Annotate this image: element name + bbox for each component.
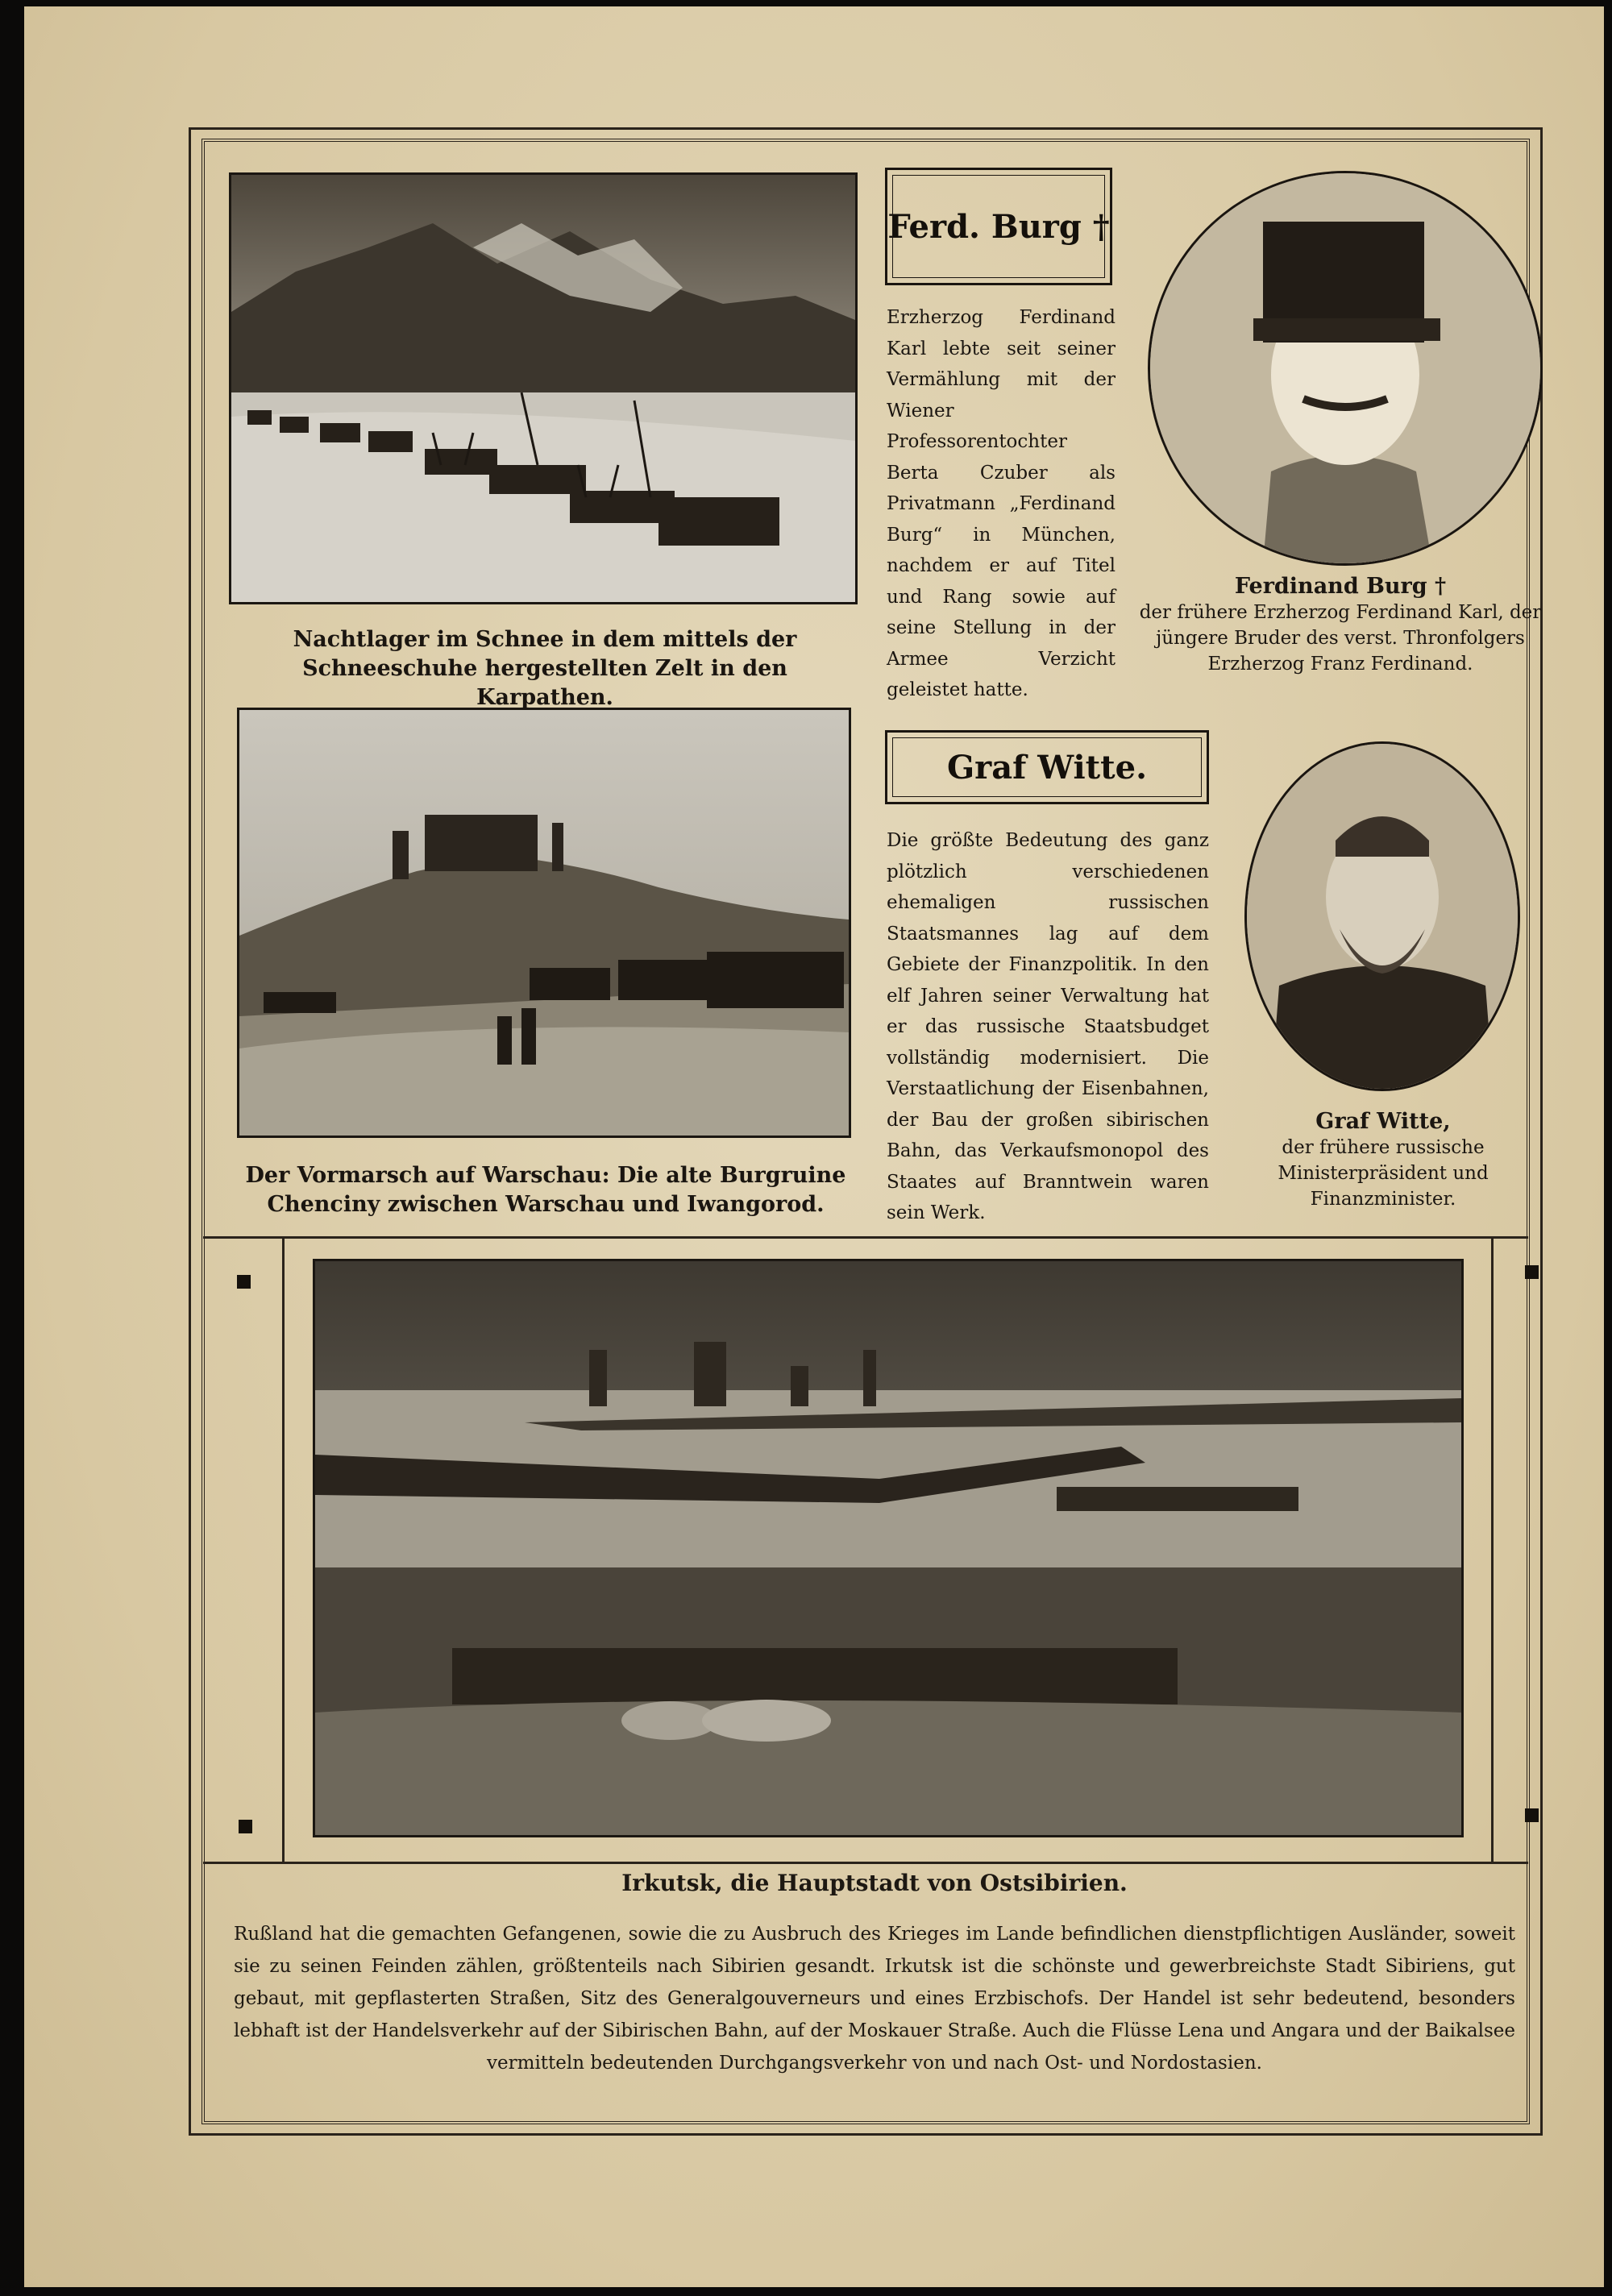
corner-square-icon — [1525, 1808, 1539, 1822]
witte-title-box — [885, 730, 1209, 804]
section-divider-top — [203, 1236, 1528, 1239]
ferdinand-burg-portrait — [1148, 171, 1543, 566]
burg-title: Ferd. Burg † — [887, 207, 1110, 246]
burg-portrait-description: der frühere Erzherzog Ferdinand Karl, der jüngere Bruder des verst. Thronfolgers Erzherzog Franz Ferdinand. — [1139, 602, 1542, 675]
burg-portrait-name: Ferdinand Burg † — [1234, 574, 1447, 599]
irkutsk-article-text: Rußland hat die gemachten Gefangenen, sowie die zu Ausbruch des Krieges im Lande befindlichen dienstpflichtigen Ausländer, soweit sie zu seinen Feinden zählen, größtenteils nach Sibirien gesandt. Irkutsk ist die schönste und gewerbreichste Stadt Sibiriens, gut gebaut, mit gepflasterten Straßen, Sitz des Generalgouverneurs und eines Erzbischofs. Der Handel ist sehr bedeutend, besonders lebhaft ist der Handelsverkehr auf der Sibirischen Bahn, auf der Moskauer Straße. Auch die Flüsse Lena und Angara und der Baikalsee vermitteln bedeutenden Durchgangsverkehr von und nach Ost- und Nordostasien. — [234, 1924, 1515, 2074]
burg-title-box — [885, 168, 1112, 285]
burg-portrait-caption — [1127, 574, 1554, 677]
photo-frame-left-line — [282, 1238, 285, 1862]
castle-ruin-caption: Der Vormarsch auf Warschau: Die alte Burgruine Chenciny zwischen Warschau und Iwangorod. — [245, 1163, 846, 1217]
irkutsk-panorama-photo — [313, 1259, 1464, 1837]
witte-portrait-name: Graf Witte, — [1315, 1109, 1451, 1134]
snow-camp-caption: Nachtlager im Schnee in dem mittels der Schneeschuhe hergestellten Zelt in den Karpathen. — [293, 627, 797, 710]
witte-portrait-caption — [1220, 1109, 1546, 1212]
corner-square-icon — [237, 1275, 251, 1289]
snow-camp-photo — [229, 172, 858, 604]
graf-witte-portrait — [1244, 741, 1520, 1091]
castle-ruin-photo — [237, 708, 851, 1138]
corner-square-icon — [1525, 1265, 1539, 1279]
photo-frame-right-line — [1491, 1238, 1494, 1862]
witte-title: Graf Witte. — [946, 748, 1148, 787]
burg-article-text: Erzherzog Ferdinand Karl lebte seit seiner Vermählung mit der Wiener Professorentochter Berta Czuber als Privatmann „Ferdinand Burg“ in München, nachdem er auf Titel und Rang sowie auf seine Stellung in der Armee Verzicht geleistet hatte. — [887, 307, 1116, 700]
corner-square-icon — [239, 1820, 252, 1833]
witte-portrait-description: der frühere russische Ministerpräsident und Finanzminister. — [1278, 1137, 1489, 1210]
irkutsk-caption: Irkutsk, die Hauptstadt von Ostsibirien. — [621, 1870, 1128, 1896]
section-divider-bottom — [203, 1862, 1528, 1864]
witte-article-text: Die größte Bedeutung des ganz plötzlich verschiedenen ehemaligen russischen Staatsmannes lag auf dem Gebiete der Finanzpolitik. In den elf Jahren seiner Verwaltung hat er das russische Staatsbudget vollständig modernisiert. Die Verstaatlichung der Eisenbahnen, der Bau der großen sibirischen Bahn, das Verkaufsmonopol des Staates auf Branntwein waren sein Werk. — [887, 830, 1209, 1223]
